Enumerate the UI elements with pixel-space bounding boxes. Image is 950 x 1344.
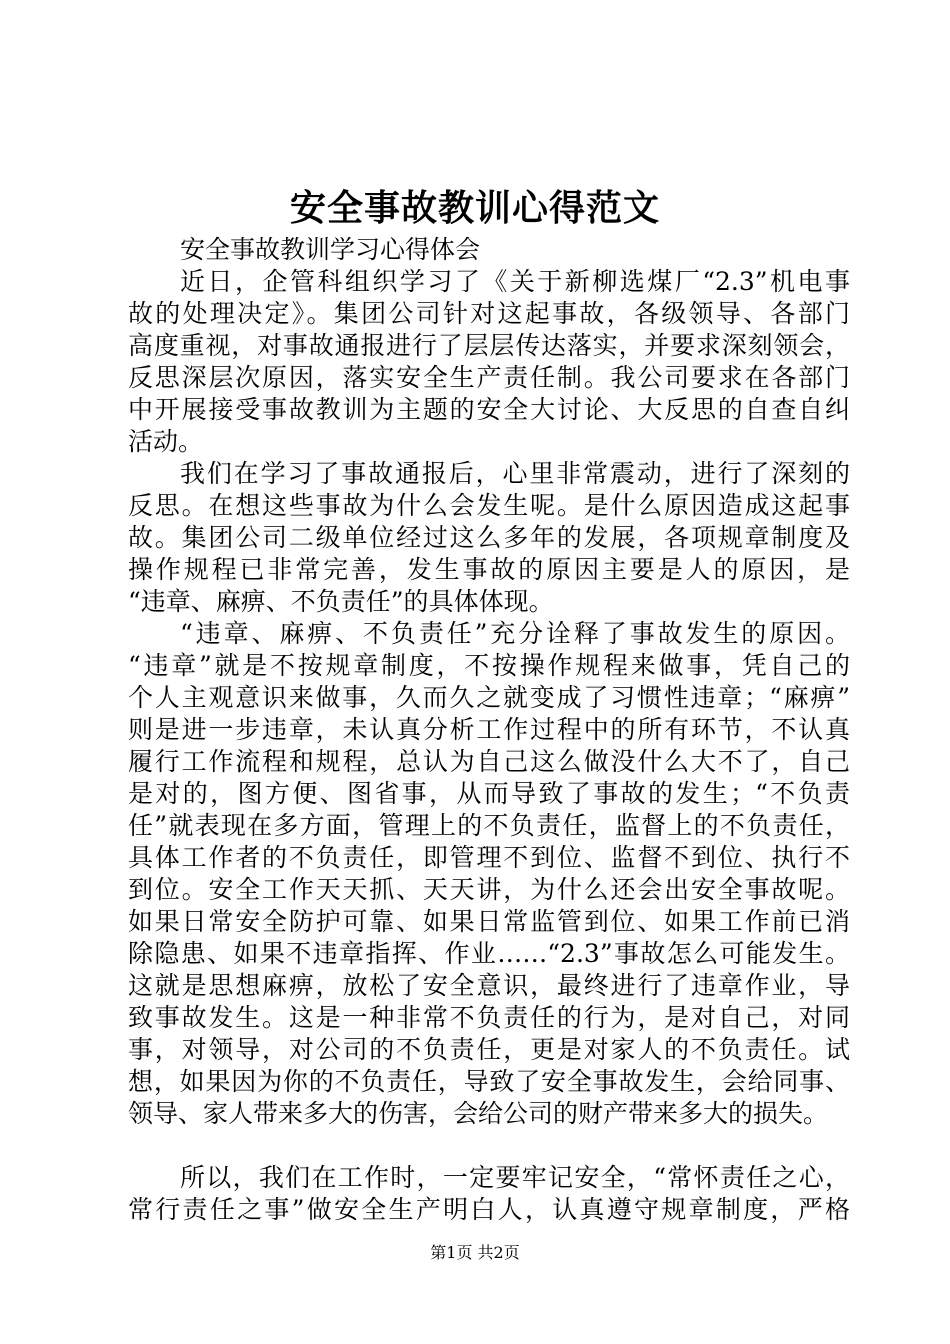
text-line: “违章、麻痹、不负责任”充分诠释了事故发生的原因。 <box>180 619 850 648</box>
text-line: 故的处理决定》。集团公司针对这起事故，各级领导、各部门 <box>128 299 850 328</box>
text-line: 则是进一步违章，未认真分析工作过程中的所有环节，不认真 <box>128 715 850 744</box>
blank-line <box>128 1130 850 1162</box>
text-line: 个人主观意识来做事，久而久之就变成了习惯性违章；“麻痹” <box>128 683 850 712</box>
text-line: “违章”就是不按规章制度，不按操作规程来做事，凭自己的 <box>128 651 850 680</box>
text-line: 任”就表现在多方面，管理上的不负责任，监督上的不负责任， <box>128 811 850 840</box>
text-line: 这就是思想麻痹，放松了安全意识，最终进行了违章作业，导 <box>128 971 850 1000</box>
paragraph <box>128 266 850 458</box>
text-line: 到位。安全工作天天抓、天天讲，为什么还会出安全事故呢。 <box>128 875 850 904</box>
text-line: 事，对领导，对公司的不负责任，更是对家人的不负责任。试 <box>128 1035 850 1064</box>
paragraph <box>128 1162 850 1226</box>
document-body <box>128 266 850 1226</box>
text-line: 近日，企管科组织学习了《关于新柳选煤厂“2.3”机电事 <box>180 267 850 296</box>
text-line: 反思。在想这些事故为什么会发生呢。是什么原因造成这起事 <box>128 491 850 520</box>
document-subtitle: 安全事故教训学习心得体会 <box>180 235 481 264</box>
text-line: 反思深层次原因，落实安全生产责任制。我公司要求在各部门 <box>128 363 850 392</box>
text-line: 中开展接受事故教训为主题的安全大讨论、大反思的自查自纠 <box>128 395 850 424</box>
paragraph <box>128 618 850 1130</box>
text-line: 故。集团公司二级单位经过这么多年的发展，各项规章制度及 <box>128 523 850 552</box>
text-line: 履行工作流程和规程，总认为自己这么做没什么大不了，自己 <box>128 747 850 776</box>
text-line: 如果日常安全防护可靠、如果日常监管到位、如果工作前已消 <box>128 907 850 936</box>
text-line: 高度重视，对事故通报进行了层层传达落实，并要求深刻领会， <box>128 331 850 360</box>
page-number: 第1页 共2页 <box>430 1243 520 1262</box>
text-line: 具体工作者的不负责任，即管理不到位、监督不到位、执行不 <box>128 843 850 872</box>
text-line: 所以，我们在工作时，一定要牢记安全，“常怀责任之心， <box>180 1163 850 1192</box>
paragraph <box>128 458 850 618</box>
text-line: 我们在学习了事故通报后，心里非常震动，进行了深刻的 <box>180 459 850 488</box>
text-line: 活动。 <box>128 427 204 456</box>
document-title: 安全事故教训心得范文 <box>289 187 660 229</box>
text-line: 操作规程已非常完善，发生事故的原因主要是人的原因，是 <box>128 555 850 584</box>
text-line: 领导、家人带来多大的伤害，会给公司的财产带来多大的损失。 <box>128 1099 829 1128</box>
text-line: 常行责任之事”做安全生产明白人，认真遵守规章制度，严格 <box>128 1195 850 1224</box>
text-line: 致事故发生。这是一种非常不负责任的行为，是对自己，对同 <box>128 1003 850 1032</box>
text-line: “违章、麻痹、不负责任”的具体体现。 <box>128 587 554 616</box>
text-line: 想，如果因为你的不负责任，导致了安全事故发生，会给同事、 <box>128 1067 850 1096</box>
text-line: 除隐患、如果不违章指挥、作业……“2.3”事故怎么可能发生。 <box>128 939 850 968</box>
text-line: 是对的，图方便、图省事，从而导致了事故的发生；“不负责 <box>128 779 850 808</box>
